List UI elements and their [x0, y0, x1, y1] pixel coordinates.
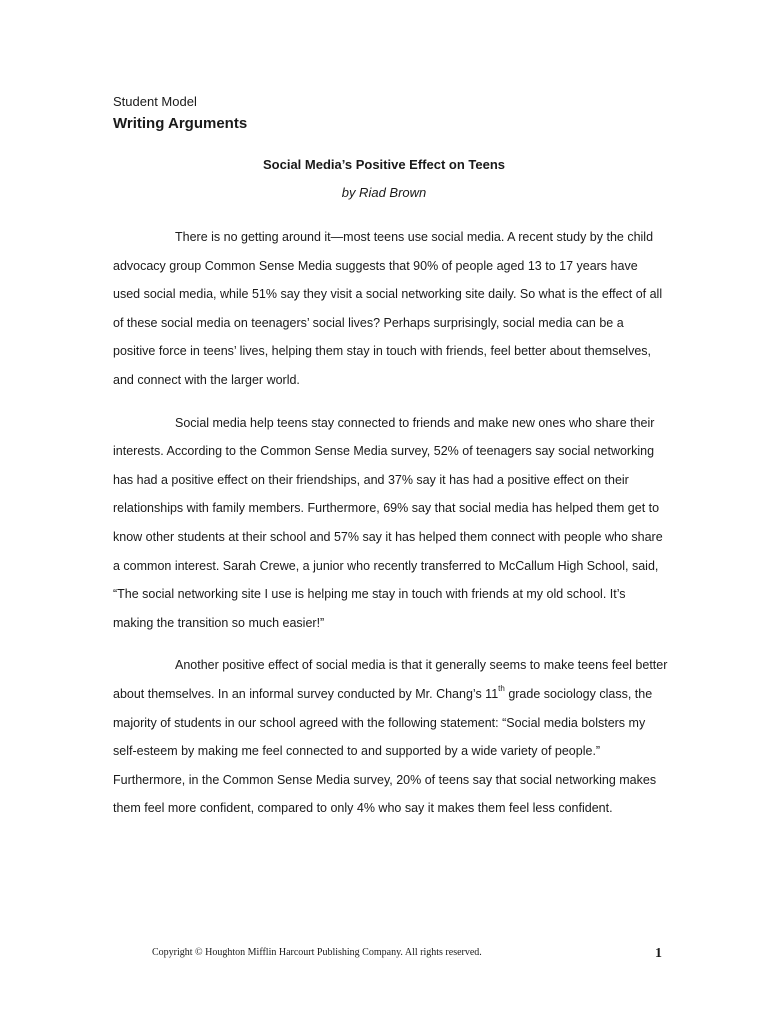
paragraph-3-text-before: Another positive effect of social media is that it generally seems to make teens feel better about themselves. In an informal survey conducted by Mr. Chang’s 11 — [113, 658, 668, 701]
page-number: 1 — [655, 946, 662, 961]
paragraph-3 — [113, 651, 668, 823]
footer-copyright: Copyright © Houghton Mifflin Harcourt Publishing Company. All rights reserved. — [152, 947, 482, 958]
ordinal-superscript: th — [498, 683, 505, 693]
header-label: Student Model — [113, 94, 197, 109]
paragraph-3-text-after: grade sociology class, the majority of students in our school agreed with the following statement: “Social media bolsters my self-esteem by making me feel connected to and supported by a wide variety of people.” Furthermore, in the Common Sense Media survey, 20% of teens say that social networking makes them feel more confident, compared to only 4% who say it makes them feel less confident. — [113, 686, 657, 816]
document-author: by Riad Brown — [341, 185, 427, 200]
paragraph-2: Social media help teens stay connected to friends and make new ones who share their interests. According to the Common Sense Media survey, 52% of teenagers say social networking has had a positive effect on their friendships, and 37% say it has had a positive effect on their relationships with family members. Furthermore, 69% say that social media has helped them get to know other students at their school and 57% say it has helped them connect with people who share a common interest. Sarah Crewe, a junior who recently transferred to McCallum High School, said, “The social networking site I use is helping me stay in touch with friends at my old school. It’s making the transition so much easier!” — [113, 415, 663, 630]
document-title: Social Media’s Positive Effect on Teens — [262, 157, 506, 172]
document-body — [113, 223, 668, 837]
paragraph-1: There is no getting around it—most teens use social media. A recent study by the child advocacy group Common Sense Media suggests that 90% of people aged 13 to 17 years have used social media, while 51% say they visit a social networking site daily. So what is the effect of all of these social media on teenagers’ social lives? Perhaps surprisingly, social media can be a positive force in teens’ lives, helping them stay in touch with friends, feel better about themselves, and connect with the larger world. — [113, 230, 663, 387]
header-title: Writing Arguments — [113, 115, 248, 132]
